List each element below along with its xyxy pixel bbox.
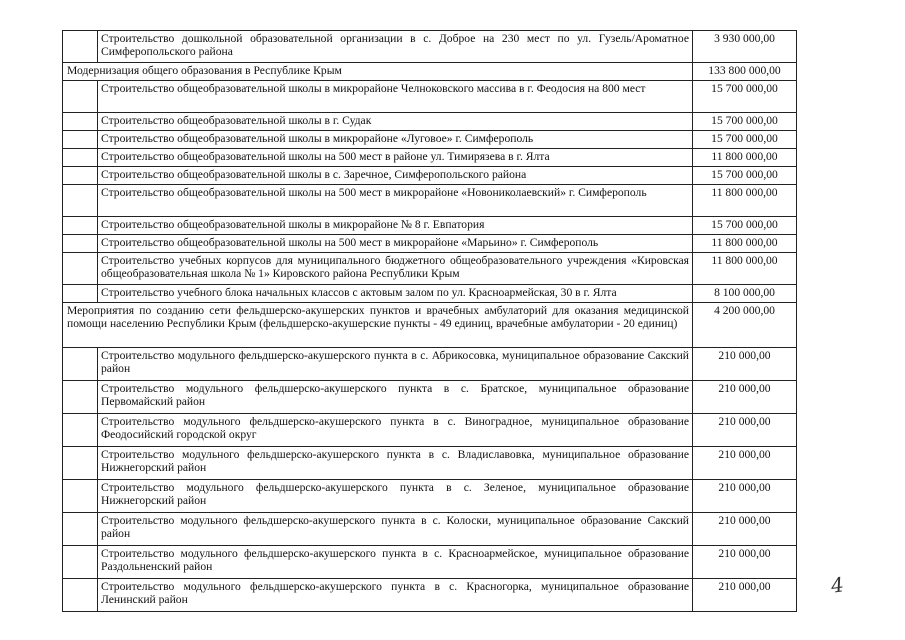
index-cell bbox=[63, 185, 98, 217]
item-description-cell: Строительство общеобразовательной школы в микрорайоне «Луговое» г. Симферополь bbox=[98, 131, 693, 149]
item-description-cell: Строительство модульного фельдшерско-акушерского пункта в с. Виноградное, муниципальное образование Феодосийский городской округ bbox=[98, 414, 693, 447]
item-description-cell: Строительство учебных корпусов для муниципального бюджетного общеобразовательного учреждения «Кировская общеобразовательная школа № 1» Кировского района Республики Крым bbox=[98, 253, 693, 285]
index-cell bbox=[63, 447, 98, 480]
amount-cell: 210 000,00 bbox=[693, 513, 797, 546]
section-row bbox=[63, 63, 797, 81]
amount-cell: 11 800 000,00 bbox=[693, 235, 797, 253]
index-cell bbox=[63, 480, 98, 513]
item-description-cell: Строительство общеобразовательной школы на 500 мест в микрорайоне «Новониколаевский» г. Симферополь bbox=[98, 185, 693, 217]
budget-table-body bbox=[63, 31, 797, 612]
item-description-cell: Строительство модульного фельдшерско-акушерского пункта в с. Колоски, муниципальное образование Сакский район bbox=[98, 513, 693, 546]
amount-cell: 3 930 000,00 bbox=[693, 31, 797, 63]
amount-cell: 15 700 000,00 bbox=[693, 81, 797, 113]
amount-cell: 210 000,00 bbox=[693, 348, 797, 381]
table-row bbox=[63, 381, 797, 414]
amount-cell: 210 000,00 bbox=[693, 381, 797, 414]
index-cell bbox=[63, 113, 98, 131]
item-description-cell: Строительство общеобразовательной школы в с. Заречное, Симферопольского района bbox=[98, 167, 693, 185]
index-cell bbox=[63, 285, 98, 303]
item-description-cell: Строительство модульного фельдшерско-акушерского пункта в с. Братское, муниципальное образование Первомайский район bbox=[98, 381, 693, 414]
table-row bbox=[63, 81, 797, 113]
amount-cell: 210 000,00 bbox=[693, 414, 797, 447]
table-row bbox=[63, 513, 797, 546]
index-cell bbox=[63, 31, 98, 63]
table-row bbox=[63, 480, 797, 513]
item-description-cell: Строительство дошкольной образовательной организации в с. Доброе на 230 мест по ул. Гузель/Ароматное Симферопольского района bbox=[98, 31, 693, 63]
item-description-cell: Строительство общеобразовательной школы в микрорайоне № 8 г. Евпатория bbox=[98, 217, 693, 235]
table-row bbox=[63, 447, 797, 480]
amount-cell: 210 000,00 bbox=[693, 579, 797, 612]
index-cell bbox=[63, 513, 98, 546]
table-row bbox=[63, 185, 797, 217]
index-cell bbox=[63, 217, 98, 235]
item-description-cell: Строительство модульного фельдшерско-акушерского пункта в с. Владиславовка, муниципальное образование Нижнегорский район bbox=[98, 447, 693, 480]
index-cell bbox=[63, 348, 98, 381]
amount-cell: 210 000,00 bbox=[693, 447, 797, 480]
item-description-cell: Строительство модульного фельдшерско-акушерского пункта в с. Красноармейское, муниципальное образование Раздольненский район bbox=[98, 546, 693, 579]
amount-cell: 11 800 000,00 bbox=[693, 149, 797, 167]
index-cell bbox=[63, 546, 98, 579]
table-row bbox=[63, 414, 797, 447]
amount-cell: 15 700 000,00 bbox=[693, 131, 797, 149]
budget-table bbox=[62, 30, 797, 612]
amount-cell: 8 100 000,00 bbox=[693, 285, 797, 303]
section-row bbox=[63, 303, 797, 348]
section-title-cell: Мероприятия по созданию сети фельдшерско-акушерских пунктов и врачебных амбулаторий для оказания медицинской помощи населению Республики Крым (фельдшерско-акушерские пункты - 49 единиц, врачебные амбулатории - 20 единиц) bbox=[63, 303, 693, 348]
index-cell bbox=[63, 131, 98, 149]
table-row bbox=[63, 217, 797, 235]
section-title-cell: Модернизация общего образования в Республике Крым bbox=[63, 63, 693, 81]
table-row bbox=[63, 113, 797, 131]
index-cell bbox=[63, 167, 98, 185]
item-description-cell: Строительство учебного блока начальных классов с актовым залом по ул. Красноармейская, 30 в г. Ялта bbox=[98, 285, 693, 303]
item-description-cell: Строительство модульного фельдшерско-акушерского пункта в с. Зеленое, муниципальное образование Нижнегорский район bbox=[98, 480, 693, 513]
amount-cell: 15 700 000,00 bbox=[693, 217, 797, 235]
table-row bbox=[63, 131, 797, 149]
table-row bbox=[63, 149, 797, 167]
index-cell bbox=[63, 414, 98, 447]
table-row bbox=[63, 546, 797, 579]
index-cell bbox=[63, 235, 98, 253]
table-row bbox=[63, 167, 797, 185]
table-row bbox=[63, 348, 797, 381]
index-cell bbox=[63, 253, 98, 285]
table-row bbox=[63, 285, 797, 303]
amount-cell: 11 800 000,00 bbox=[693, 253, 797, 285]
amount-cell: 11 800 000,00 bbox=[693, 185, 797, 217]
index-cell bbox=[63, 149, 98, 167]
table-row bbox=[63, 579, 797, 612]
table-row bbox=[63, 235, 797, 253]
index-cell bbox=[63, 81, 98, 113]
amount-cell: 210 000,00 bbox=[693, 480, 797, 513]
handwritten-page-mark: 4 bbox=[829, 572, 846, 598]
item-description-cell: Строительство общеобразовательной школы на 500 мест в районе ул. Тимирязева в г. Ялта bbox=[98, 149, 693, 167]
amount-cell: 4 200 000,00 bbox=[693, 303, 797, 348]
amount-cell: 133 800 000,00 bbox=[693, 63, 797, 81]
table-row bbox=[63, 31, 797, 63]
item-description-cell: Строительство общеобразовательной школы в микрорайоне Челноковского массива в г. Феодосия на 800 мест bbox=[98, 81, 693, 113]
amount-cell: 15 700 000,00 bbox=[693, 113, 797, 131]
amount-cell: 210 000,00 bbox=[693, 546, 797, 579]
item-description-cell: Строительство модульного фельдшерско-акушерского пункта в с. Абрикосовка, муниципальное образование Сакский район bbox=[98, 348, 693, 381]
table-row bbox=[63, 253, 797, 285]
item-description-cell: Строительство общеобразовательной школы на 500 мест в микрорайоне «Марьино» г. Симферополь bbox=[98, 235, 693, 253]
amount-cell: 15 700 000,00 bbox=[693, 167, 797, 185]
index-cell bbox=[63, 381, 98, 414]
item-description-cell: Строительство общеобразовательной школы в г. Судак bbox=[98, 113, 693, 131]
index-cell bbox=[63, 579, 98, 612]
item-description-cell: Строительство модульного фельдшерско-акушерского пункта в с. Красногорка, муниципальное образование Ленинский район bbox=[98, 579, 693, 612]
